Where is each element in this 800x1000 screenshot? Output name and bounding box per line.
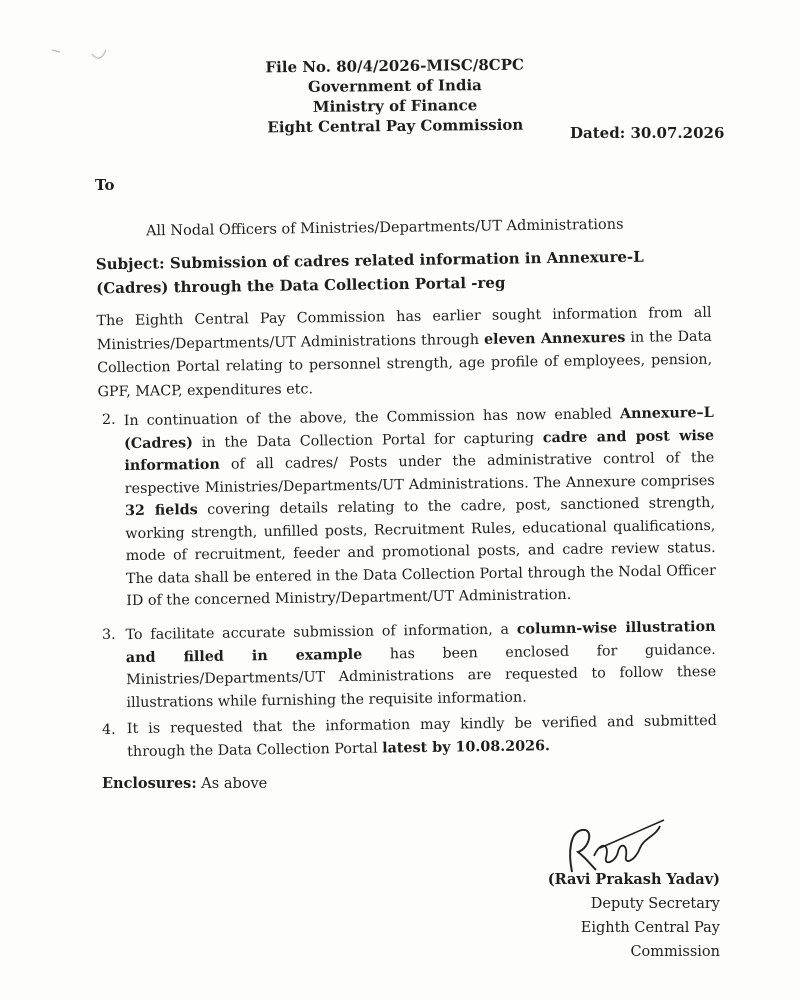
date-line: Dated: 30.07.2026 — [570, 124, 725, 142]
bold-text: latest by 10.08.2026. — [382, 737, 551, 757]
enclosures-label: Enclosures: — [102, 775, 197, 792]
paragraph-3: To facilitate accurate submission of information, a column-wise illustration and filled in example has been enclosed for guidance. Ministries/Departments/UT Administrations are requested to follow these illustrations while furnishing the requisite information. — [125, 618, 717, 711]
bold-text: eleven Annexures — [483, 329, 626, 348]
letter-header — [250, 54, 541, 137]
to-label: To — [95, 176, 115, 194]
bold-text: Annexure–L (Cadres) — [123, 404, 714, 452]
signatory-block — [500, 868, 720, 964]
bold-text: column-wise illustration and filled in example — [125, 618, 716, 666]
enclosures-line — [102, 775, 267, 792]
bold-text: cadre and post wise information — [124, 427, 715, 475]
paragraph-number: 3. — [102, 627, 116, 643]
scan-mark — [50, 40, 120, 70]
subject-line: Subject: Submission of cadres related information in Annexure-L (Cadres) through the Data Collection Portal -reg — [95, 247, 644, 298]
paragraph-number: 2. — [102, 412, 116, 428]
signatory-office: Eighth Central Pay Commission — [580, 920, 720, 960]
commission-name: Eight Central Pay Commission — [267, 115, 524, 137]
ministry-name: Ministry of Finance — [312, 96, 478, 116]
file-number: File No. 80/4/2026-MISC/8CPC — [265, 55, 524, 77]
paragraph-1: The Eighth Central Pay Commission has earlier sought information from all Ministries/Departments/UT Administrations through eleven Annexures in the Data Collection Portal relating to personnel strength, age profile of employees, pension, GPF, MACP, expenditures etc. — [96, 304, 713, 400]
signatory-designation: Deputy Secretary — [590, 896, 720, 912]
paragraph-number: 4. — [102, 722, 116, 738]
paragraph-4: It is requested that the information may kindly be verified and submitted through the Data Collection Portal latest by 10.08.2026. — [126, 712, 717, 760]
enclosures-value: As above — [196, 776, 268, 792]
bold-text: 32 fields — [124, 502, 198, 520]
paragraph-2: In continuation of the above, the Commission has now enabled Annexure–L (Cadres) in the Data Collection Portal for capturing cadre and post wise information of all cadres/ Posts under the administrative control of the respective Ministries/Departments/UT Administrations. The Annexure comprises 32 fields covering details relating to the cadre, post, sanctioned strength, working strength, unfilled posts, Recruitment Rules, educational qualifications, mode of recruitment, feeder and promotional posts, and cadre review status. The data shall be entered in the Data Collection Portal through the Nodal Officer ID of the concerned Ministry/Department/UT Administration. — [123, 404, 717, 610]
signatory-name: (Ravi Prakash Yadav) — [547, 871, 720, 888]
government-name: Government of India — [307, 76, 482, 96]
addressee: All Nodal Officers of Ministries/Departments/UT Administrations — [145, 216, 624, 240]
